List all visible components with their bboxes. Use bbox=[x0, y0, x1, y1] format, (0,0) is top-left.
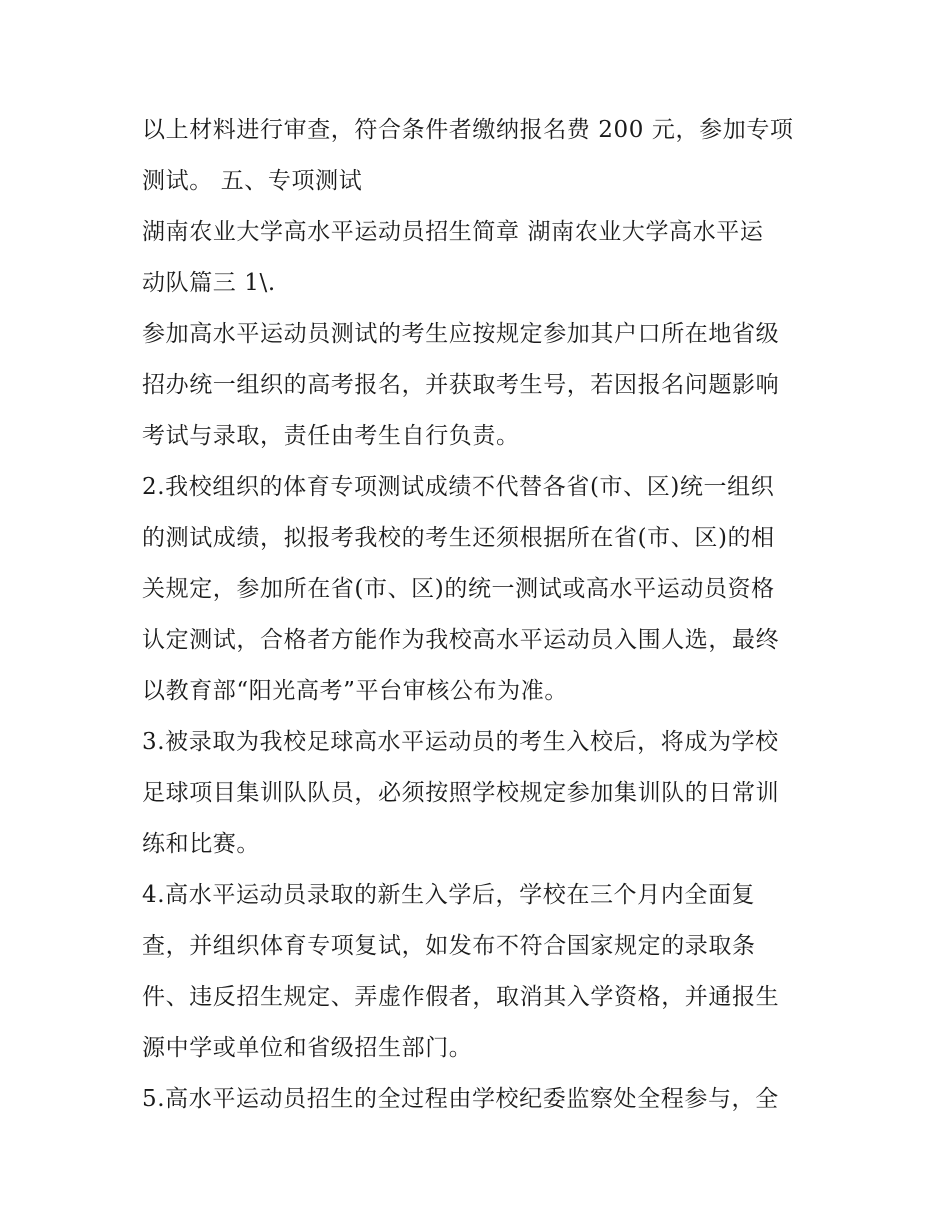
text-line: 湖南农业大学高水平运动员招生简章 湖南农业大学高水平运 bbox=[142, 219, 764, 245]
text-line: 招办统一组织的高考报名，并获取考生号，若因报名问题影响 bbox=[142, 372, 780, 398]
text-line: 参加高水平运动员测试的考生应按规定参加其户口所在地省级 bbox=[142, 321, 780, 347]
text-line: 件、违反招生规定、弄虚作假者，取消其入学资格，并通报生 bbox=[142, 984, 780, 1010]
text-line: 测试。 五、专项测试 bbox=[142, 168, 363, 194]
text-line: 以教育部“阳光高考”平台审核公布为准。 bbox=[142, 678, 568, 704]
text-line: 考试与录取，责任由考生自行负责。 bbox=[142, 423, 520, 449]
text-line: 练和比赛。 bbox=[142, 831, 260, 857]
text-line: 以上材料进行审查，符合条件者缴纳报名费 200 元，参加专项 bbox=[142, 117, 794, 143]
text-line: 认定测试，合格者方能作为我校高水平运动员入围人选，最终 bbox=[142, 627, 780, 653]
text-line: 3.被录取为我校足球高水平运动员的考生入校后，将成为学校 bbox=[142, 729, 779, 755]
document-body bbox=[142, 105, 822, 1125]
text-line: 5.高水平运动员招生的全过程由学校纪委监察处全程参与，全 bbox=[142, 1086, 779, 1112]
text-line: 源中学或单位和省级招生部门。 bbox=[142, 1035, 473, 1061]
text-line: 2.我校组织的体育专项测试成绩不代替各省(市、区)统一组织 bbox=[142, 474, 775, 500]
text-line: 足球项目集训队队员，必须按照学校规定参加集训队的日常训 bbox=[142, 780, 780, 806]
text-line: 的测试成绩，拟报考我校的考生还须根据所在省(市、区)的相 bbox=[142, 525, 775, 551]
text-line: 关规定，参加所在省(市、区)的统一测试或高水平运动员资格 bbox=[142, 576, 775, 602]
text-line: 动队篇三 1\. bbox=[142, 270, 276, 296]
text-line: 查，并组织体育专项复试，如发布不符合国家规定的录取条 bbox=[142, 933, 756, 959]
text-line: 4.高水平运动员录取的新生入学后，学校在三个月内全面复 bbox=[142, 882, 756, 908]
